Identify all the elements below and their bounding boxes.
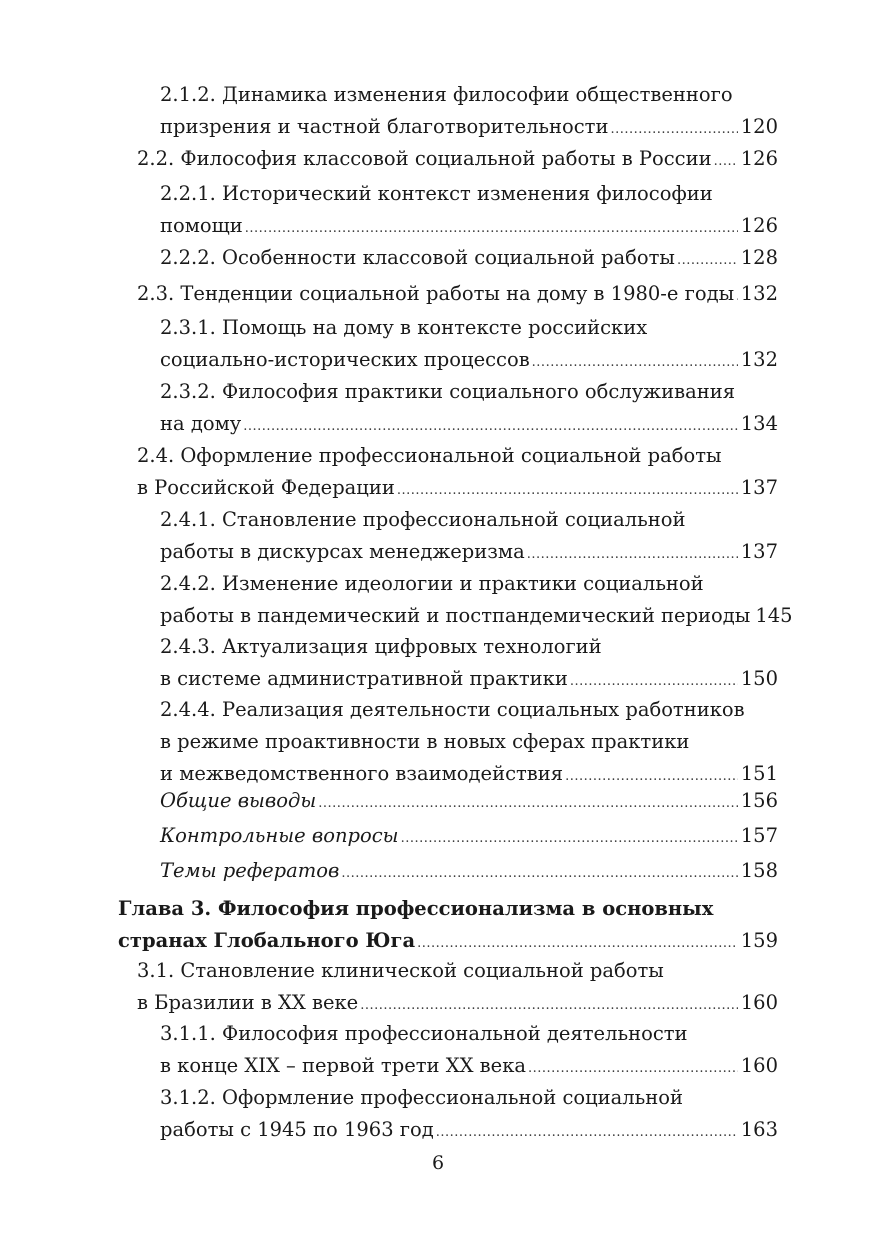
dot-leader [397, 475, 738, 507]
toc-entry-title-line: 3.1. Становление клинической социальной работы [137, 959, 664, 982]
toc-entry-title: на дому [160, 412, 242, 435]
dot-leader [532, 347, 738, 379]
toc-entry-title: социально-исторических процессов [160, 348, 530, 371]
toc-page-number: 160 [740, 1054, 778, 1077]
toc-entry-title-line: 3.1.2. Оформление профессиональной социальной [160, 1086, 684, 1109]
toc-entry-title: Контрольные вопросы [160, 824, 399, 847]
toc-entry-3-1-1[interactable] [160, 1018, 778, 1085]
toc-entry-title-line: в режиме проактивности в новых сферах практики [160, 730, 690, 753]
toc-page-number: 128 [740, 246, 778, 269]
toc-entry-title: работы в пандемический и постпандемический периоды [160, 604, 751, 627]
toc-entry-2-4-1[interactable] [160, 504, 778, 571]
toc-entry-title-line: 2.2.1. Исторический контекст изменения философии [160, 182, 713, 205]
dot-leader [736, 281, 738, 313]
toc-page-number: 145 [755, 604, 793, 627]
toc-page-number: 126 [740, 214, 778, 237]
toc-page-number: 163 [740, 1118, 778, 1141]
toc-entry-2-2-2[interactable] [160, 242, 778, 277]
toc-entry-title: в конце XIX – первой трети XX века [160, 1054, 527, 1077]
dot-leader [341, 858, 737, 890]
toc-page-number: 158 [740, 859, 778, 882]
toc-page-number: 126 [740, 147, 778, 170]
toc-entry-2-4[interactable] [137, 440, 778, 507]
toc-entry-2-3-1[interactable] [160, 312, 778, 379]
toc-entry-3-1-2[interactable] [160, 1082, 778, 1149]
toc-entry-title-line: 3.1.1. Философия профессиональной деятельности [160, 1022, 688, 1045]
toc-entry-title: помощи [160, 214, 243, 237]
toc-entry-chapter-3[interactable] [118, 893, 778, 960]
toc-page-number: 137 [740, 540, 778, 563]
page-number: 6 [431, 1152, 445, 1174]
dot-leader [245, 213, 738, 245]
toc-entry-title-line: 2.4.2. Изменение идеологии и практики социальной [160, 572, 704, 595]
toc-entry-title: в Бразилии в XX веке [137, 991, 359, 1014]
toc-entry-title-line: 2.4. Оформление профессиональной социальной работы [137, 444, 722, 467]
toc-entry-2-2[interactable] [137, 143, 778, 178]
dot-leader [318, 788, 737, 820]
toc-entry-title-line: Глава 3. Философия профессионализма в основных [118, 897, 714, 920]
toc-entry-title: в Российской Федерации [137, 476, 395, 499]
toc-entry-2-2-1[interactable] [160, 178, 778, 245]
toc-entry-title: 2.3. Тенденции социальной работы на дому в 1980-е годы [137, 282, 735, 305]
toc-entry-title-line: 2.3.1. Помощь на дому в контексте российских [160, 316, 648, 339]
toc-entry-title-line: 2.4.1. Становление профессиональной социальной [160, 508, 686, 531]
toc-page-number: 134 [740, 412, 778, 435]
dot-leader [527, 539, 738, 571]
toc-entry-general-conclusions[interactable] [160, 785, 778, 820]
toc-entry-2-4-2[interactable] [160, 568, 793, 635]
toc-page-number: 160 [740, 991, 778, 1014]
toc-entry-title: 2.2. Философия классовой социальной работы в России [137, 147, 712, 170]
toc-page-number: 120 [740, 115, 778, 138]
toc-entry-2-4-3[interactable] [160, 631, 778, 698]
toc-page-number: 150 [740, 667, 778, 690]
dot-leader [401, 823, 738, 855]
toc-page-number: 156 [740, 789, 778, 812]
toc-entry-title: работы в дискурсах менеджеризма [160, 540, 525, 563]
dot-leader [436, 1117, 738, 1149]
toc-entry-title: Общие выводы [160, 789, 317, 812]
toc-page-number: 157 [740, 824, 778, 847]
toc-entry-title: в системе административной практики [160, 667, 568, 690]
toc-page-number: 132 [740, 282, 778, 305]
toc-page-number: 132 [740, 348, 778, 371]
toc-entry-title: 2.2.2. Особенности классовой социальной работы [160, 246, 675, 269]
dot-leader [610, 114, 737, 146]
toc-page-number: 151 [740, 762, 778, 785]
toc-entry-2-3-2[interactable] [160, 376, 778, 443]
toc-entry-title-line: 2.1.2. Динамика изменения философии общественного [160, 83, 733, 106]
toc-entry-2-3[interactable] [137, 278, 778, 313]
dot-leader [528, 1053, 738, 1085]
toc-entry-title: работы с 1945 по 1963 год [160, 1118, 434, 1141]
toc-entry-control-questions[interactable] [160, 820, 778, 855]
toc-entry-title-line: 2.3.2. Философия практики социального обслуживания [160, 380, 736, 403]
toc-page-number: 137 [740, 476, 778, 499]
toc-entry-title: странах Глобального Юга [118, 929, 416, 952]
toc-entry-title: и межведомственного взаимодействия [160, 762, 564, 785]
toc-entry-2-1-2[interactable] [160, 79, 778, 146]
toc-entry-essay-topics[interactable] [160, 855, 778, 890]
toc-entry-title: призрения и частной благотворительности [160, 115, 609, 138]
dot-leader [714, 146, 738, 178]
toc-entry-2-4-4[interactable] [160, 694, 778, 793]
toc-entry-3-1[interactable] [137, 955, 778, 1022]
toc-entry-title-line: 2.4.3. Актуализация цифровых технологий [160, 635, 602, 658]
toc-page-number: 159 [740, 929, 778, 952]
dot-leader [243, 411, 738, 443]
toc-entry-title-line: 2.4.4. Реализация деятельности социальных работников [160, 698, 745, 721]
toc-entry-title: Темы рефератов [160, 859, 340, 882]
dot-leader [677, 245, 738, 277]
